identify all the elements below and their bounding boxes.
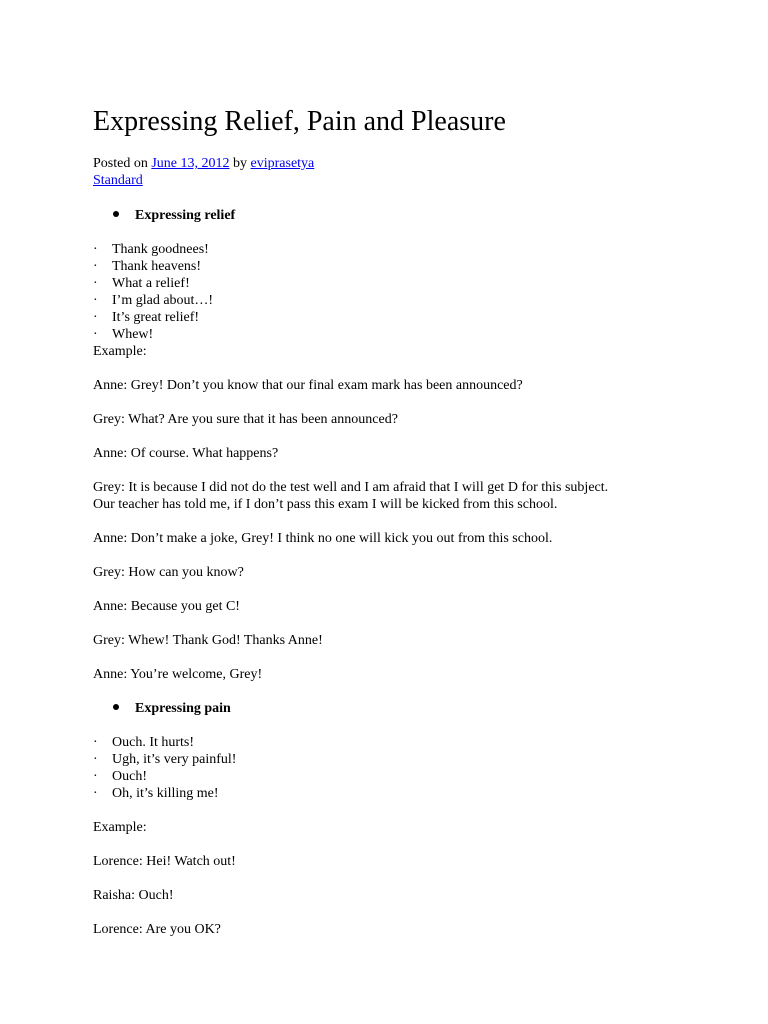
- bullet-dot-icon: ·: [93, 276, 98, 291]
- post-format-link[interactable]: Standard: [93, 173, 143, 188]
- dialogue-line: Lorence: Hei! Watch out!: [93, 854, 236, 869]
- dialogue-line: Anne: Grey! Don’t you know that our final exam mark has been announced?: [93, 378, 523, 393]
- section-heading-label: Expressing relief: [135, 208, 236, 223]
- post-meta: [93, 155, 314, 189]
- bullet-dot-icon: ·: [93, 310, 98, 325]
- bullet-dot-icon: ·: [93, 752, 98, 767]
- dialogue-line: Lorence: Are you OK?: [93, 922, 221, 937]
- list-item: [93, 751, 236, 768]
- dialogue-line: Grey: It is because I did not do the test well and I am afraid that I will get D for this subject.: [93, 480, 609, 495]
- post-title: Expressing Relief, Pain and Pleasure: [93, 106, 506, 137]
- posted-on-label: Posted on: [93, 156, 148, 171]
- bullet-disc-icon: [113, 704, 119, 710]
- section-heading-pain: [113, 700, 231, 717]
- section-heading-label: Expressing pain: [135, 701, 231, 716]
- list-item-text: Whew!: [112, 327, 154, 342]
- by-label: by: [233, 156, 248, 171]
- list-item: [93, 734, 194, 751]
- list-item-text: It’s great relief!: [112, 310, 200, 325]
- list-item: [93, 292, 213, 309]
- dialogue-line: Anne: Because you get C!: [93, 599, 240, 614]
- bullet-disc-icon: [113, 211, 119, 217]
- bullet-dot-icon: ·: [93, 735, 98, 750]
- list-item-text: Ouch. It hurts!: [112, 735, 195, 750]
- list-item-text: Oh, it’s killing me!: [112, 786, 219, 801]
- dialogue-line: Our teacher has told me, if I don’t pass this exam I will be kicked from this school.: [93, 497, 558, 512]
- dialogue-line: Grey: How can you know?: [93, 565, 244, 580]
- list-item: [93, 275, 190, 292]
- bullet-dot-icon: ·: [93, 769, 98, 784]
- example-label: Example:: [93, 820, 147, 835]
- bullet-dot-icon: ·: [93, 242, 98, 257]
- list-item-text: What a relief!: [112, 276, 190, 291]
- list-item-text: Ouch!: [112, 769, 147, 784]
- dialogue-line: Anne: You’re welcome, Grey!: [93, 667, 263, 682]
- dialogue-line: Grey: Whew! Thank God! Thanks Anne!: [93, 633, 323, 648]
- list-item: [93, 241, 209, 258]
- dialogue-line: Anne: Don’t make a joke, Grey! I think no one will kick you out from this school.: [93, 531, 553, 546]
- bullet-dot-icon: ·: [93, 259, 98, 274]
- list-item: [93, 309, 199, 326]
- list-item-text: Thank heavens!: [112, 259, 202, 274]
- bullet-dot-icon: ·: [93, 327, 98, 342]
- dialogue-line: Grey: What? Are you sure that it has been announced?: [93, 412, 398, 427]
- dialogue-line: Raisha: Ouch!: [93, 888, 174, 903]
- list-item-text: Ugh, it’s very painful!: [112, 752, 237, 767]
- list-item: [93, 326, 153, 343]
- bullet-dot-icon: ·: [93, 293, 98, 308]
- bullet-dot-icon: ·: [93, 786, 98, 801]
- example-label: Example:: [93, 344, 147, 359]
- post-date-link[interactable]: June 13, 2012: [151, 156, 230, 171]
- dialogue-line: Anne: Of course. What happens?: [93, 446, 279, 461]
- list-item: [93, 768, 147, 785]
- section-heading-relief: [113, 207, 235, 224]
- author-link[interactable]: eviprasetya: [250, 156, 315, 171]
- list-item-text: Thank goodnees!: [112, 242, 209, 257]
- list-item: [93, 258, 201, 275]
- list-item: [93, 785, 219, 802]
- list-item-text: I’m glad about…!: [112, 293, 214, 308]
